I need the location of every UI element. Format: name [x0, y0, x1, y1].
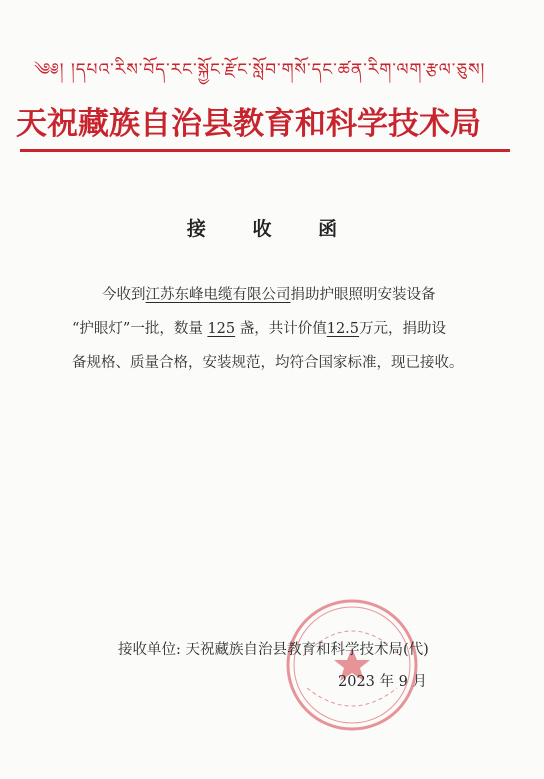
- intro-text: 今收到: [102, 287, 146, 303]
- total-value: 12.5: [326, 321, 360, 337]
- document-title: 接 收 函: [186, 218, 358, 240]
- quantity-value: 125: [207, 321, 236, 337]
- line2-c: 万元，捐助设: [359, 321, 447, 337]
- signature-date: 2023 年 9 月: [338, 674, 427, 690]
- paragraph-line-3: 备规格、质量合格，安装规范，均符合国家标准，现已接收。: [72, 355, 464, 371]
- line2-a: “护眼灯”一批，数量: [72, 321, 208, 337]
- donor-name: 江苏东峰电缆有限公司: [145, 287, 291, 303]
- tibetan-header-line: ༄༅། །དཔའ་རིས་བོད་རང་སྐྱོང་རྫོང་སློབ་གསོ་དང་ཚན་རིག་ལག་རྩལ་ཅུས།: [34, 60, 486, 80]
- signature-line: 接收单位: 天祝藏族自治县教育和科学技术局(代): [118, 642, 429, 658]
- official-seal-icon: [283, 596, 421, 734]
- paragraph-line-1: [72, 278, 510, 312]
- line2-b: 盏，共计价值: [235, 321, 327, 337]
- paragraph-line-2: [72, 312, 510, 346]
- body-text: [72, 278, 510, 380]
- header-divider: [20, 149, 510, 152]
- intro-rest: 捐助护眼照明安装设备: [290, 287, 436, 303]
- organization-title: 天祝藏族自治县教育和科学技术局: [16, 106, 481, 142]
